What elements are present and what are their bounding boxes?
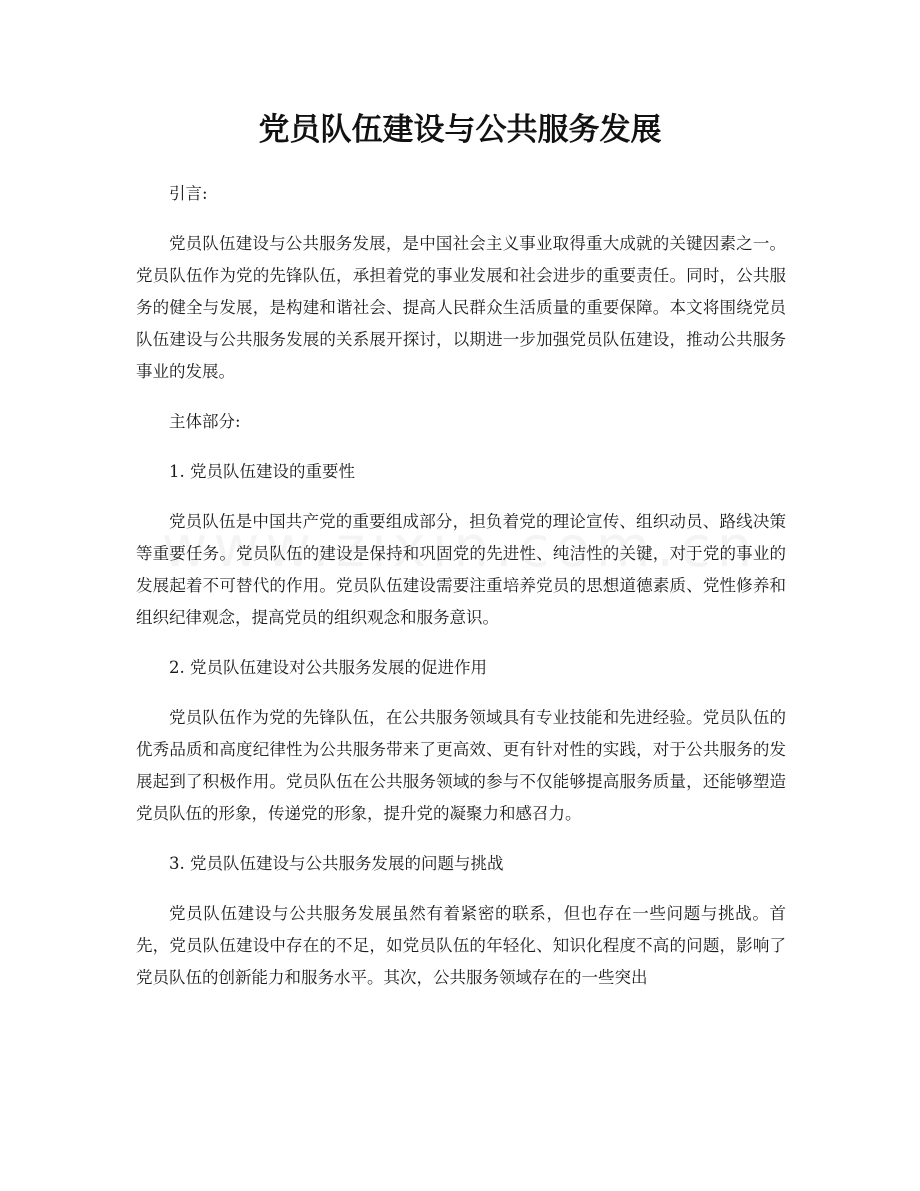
document-body xyxy=(136,178,786,1012)
section-heading-main: 主体部分: xyxy=(169,412,241,431)
paragraph-2: 党员队伍作为党的先锋队伍，在公共服务领域具有专业技能和先进经验。党员队伍的优秀品质和高度纪律性为公共服务带来了更高效、更有针对性的实践，对于公共服务的发展起到了积极作用。党员队伍在公共服务领域的参与不仅能够提高服务质量，还能够塑造党员队伍的形象，传递党的形象，提升党的凝聚力和感召力。 xyxy=(136,708,786,823)
subheading-3: 3. 党员队伍建设与公共服务发展的问题与挑战 xyxy=(169,854,504,873)
section-heading-intro: 引言: xyxy=(169,184,208,203)
subheading-1: 1. 党员队伍建设的重要性 xyxy=(169,462,355,481)
paragraph-3: 党员队伍建设与公共服务发展虽然有着紧密的联系，但也存在一些问题与挑战。首先，党员队伍建设中存在的不足，如党员队伍的年轻化、知识化程度不高的问题，影响了党员队伍的创新能力和服务水平。其次，公共服务领域存在的一些突出 xyxy=(136,904,786,987)
paragraph-1: 党员队伍是中国共产党的重要组成部分，担负着党的理论宣传、组织动员、路线决策等重要任务。党员队伍的建设是保持和巩固党的先进性、纯洁性的关键，对于党的事业的发展起着不可替代的作用。党员队伍建设需要注重培养党员的思想道德素质、党性修养和组织纪律观念，提高党员的组织观念和服务意识。 xyxy=(136,512,786,627)
subheading-2: 2. 党员队伍建设对公共服务发展的促进作用 xyxy=(169,658,487,677)
paragraph-intro: 党员队伍建设与公共服务发展，是中国社会主义事业取得重大成就的关键因素之一。党员队伍作为党的先锋队伍，承担着党的事业发展和社会进步的重要责任。同时，公共服务的健全与发展，是构建和谐社会、提高人民群众生活质量的重要保障。本文将围绕党员队伍建设与公共服务发展的关系展开探讨，以期进一步加强党员队伍建设，推动公共服务事业的发展。 xyxy=(136,234,786,381)
document-title: 党员队伍建设与公共服务发展 xyxy=(258,112,662,148)
